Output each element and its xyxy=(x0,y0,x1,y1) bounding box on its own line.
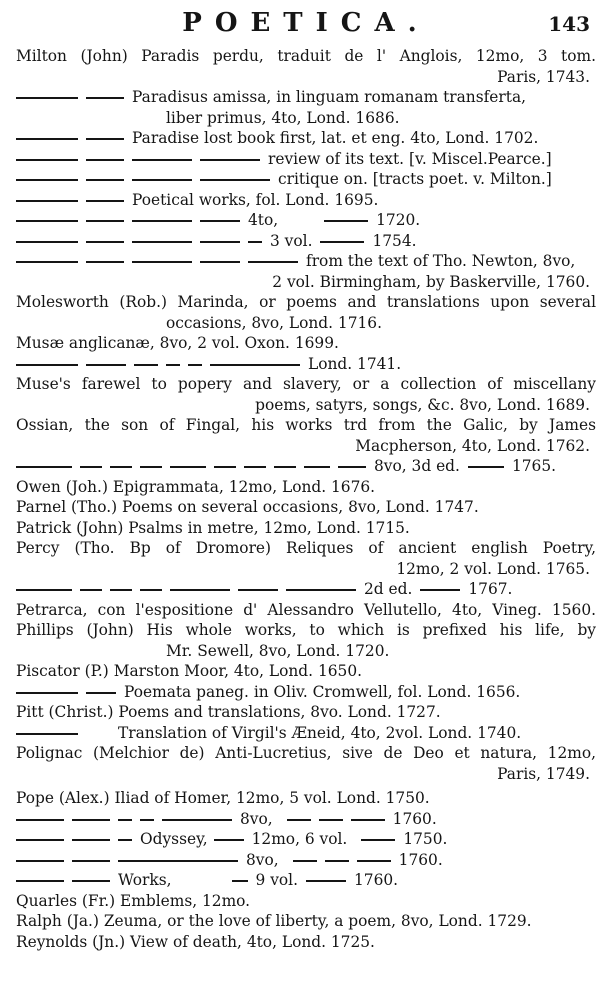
entry-line: 4to, 1720. xyxy=(16,210,596,231)
entry-line: Ralph (Ja.) Zeuma, or the love of liberty, a poem, 8vo, Lond. 1729. xyxy=(16,912,532,930)
entry-line: 2d ed. 1767. xyxy=(16,579,596,600)
entry-line: Polignac (Melchior de) Anti-Lucretius, sive de Deo et natura, 12mo, xyxy=(16,744,596,762)
entry-line: 8vo, 1760. xyxy=(16,850,596,871)
entry-line: Muse's farewel to popery and slavery, or a collection of miscellany xyxy=(16,375,596,393)
entry-line: 8vo, 3d ed. 1765. xyxy=(16,456,596,477)
entry-continuation: Mr. Sewell, 8vo, Lond. 1720. xyxy=(166,641,390,660)
entry-line: Parnel (Tho.) Poems on several occasions, 8vo, Lond. 1747. xyxy=(16,498,479,516)
entry-line: Quarles (Fr.) Emblems, 12mo. xyxy=(16,891,251,910)
entry-continuation: occasions, 8vo, Lond. 1716. xyxy=(166,313,382,332)
entry-continuation: 12mo, 2 vol. Lond. 1765. xyxy=(396,559,590,578)
entry-line: from the text of Tho. Newton, 8vo, xyxy=(16,251,596,272)
entry-line: Poemata paneg. in Oliv. Cromwell, fol. Lond. 1656. xyxy=(16,682,596,703)
entry-continuation: Macpherson, 4to, Lond. 1762. xyxy=(355,436,590,455)
entry-line: Piscator (P.) Marston Moor, 4to, Lond. 1650. xyxy=(16,662,363,680)
entry-line: Ossian, the son of Fingal, his works trd from the Galic, by James xyxy=(16,416,596,434)
entry-line: Pope (Alex.) Iliad of Homer, 12mo, 5 vol. Lond. 1750. xyxy=(16,789,430,807)
entry-line: Owen (Joh.) Epigrammata, 12mo, Lond. 1676. xyxy=(16,477,376,496)
entry-line: Paradise lost book first, lat. et eng. 4to, Lond. 1702. xyxy=(16,128,596,149)
entry-line: Milton (John) Paradis perdu, traduit de l' Anglois, 12mo, 3 tom. xyxy=(16,47,596,65)
entry-line: critique on. [tracts poet. v. Milton.] xyxy=(16,169,596,190)
entry-continuation: Paris, 1743. xyxy=(497,67,590,86)
entry-line: Molesworth (Rob.) Marinda, or poems and translations upon several xyxy=(16,293,596,311)
entry-line: 3 vol. 1754. xyxy=(16,231,596,252)
entry-line: Petrarca, con l'espositione d' Alessandro Vellutello, 4to, Vineg. 1560. xyxy=(16,600,596,619)
entry-line: Musæ anglicanæ, 8vo, 2 vol. Oxon. 1699. xyxy=(16,334,339,352)
entry-line: Reynolds (Jn.) View of death, 4to, Lond. 1725. xyxy=(16,932,375,951)
entry-line: Poetical works, fol. Lond. 1695. xyxy=(16,190,596,211)
entry-line: Lond. 1741. xyxy=(16,354,596,375)
page-number: 143 xyxy=(548,12,590,36)
entry-line: 8vo, 1760. xyxy=(16,809,596,830)
entry-line: Works, 9 vol. 1760. xyxy=(16,870,596,891)
entry-line: Odyssey, 12mo, 6 vol. 1750. xyxy=(16,829,596,850)
entry-continuation: 2 vol. Birmingham, by Baskerville, 1760. xyxy=(272,272,590,291)
entry-line: Pitt (Christ.) Poems and translations, 8vo. Lond. 1727. xyxy=(16,703,441,721)
entry-line: Phillips (John) His whole works, to which is prefixed his life, by xyxy=(16,621,596,639)
entry-continuation: Paris, 1749. xyxy=(497,764,590,783)
entry-continuation: liber primus, 4to, Lond. 1686. xyxy=(166,108,400,127)
page-header xyxy=(16,6,596,46)
entry-continuation: poems, satyrs, songs, &c. 8vo, Lond. 1689. xyxy=(255,395,590,414)
entry-line: Percy (Tho. Bp of Dromore) Reliques of ancient english Poetry, xyxy=(16,539,596,557)
entry-line: Paradisus amissa, in linguam romanam transferta, xyxy=(16,87,596,108)
entry-line: review of its text. [v. Miscel.Pearce.] xyxy=(16,149,596,170)
entry-line: Translation of Virgil's Æneid, 4to, 2vol. Lond. 1740. xyxy=(16,723,596,744)
catalogue-entries xyxy=(16,46,596,952)
running-title: POETICA. xyxy=(182,8,430,38)
entry-line: Patrick (John) Psalms in metre, 12mo, Lond. 1715. xyxy=(16,518,410,537)
